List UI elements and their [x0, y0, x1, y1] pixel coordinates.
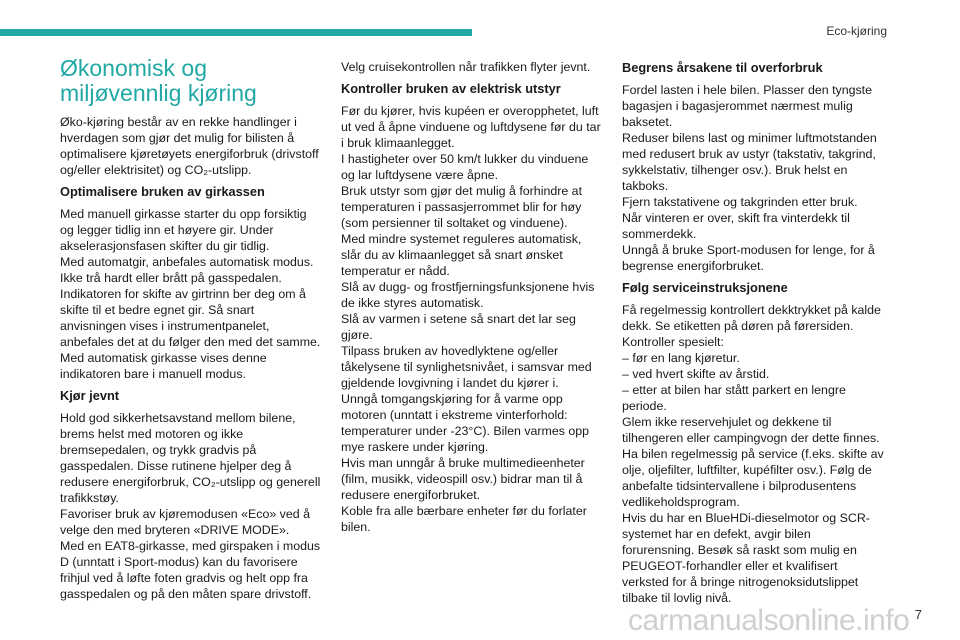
heading-drive-smoothly: Kjør jevnt [60, 388, 120, 403]
overconsumption-paragraph: Fordel lasten i hele bilen. Plasser den tyngste bagasjen i bagasjerommet nærmest mulig baksetet. Reduser bilens last og minimer luftmotstanden med redusert bruk av ustyr (takstativ, takgrind, sykkelstativ, tilhenger osv.). Bruk helst en takboks. Fjern takstativene og takgrinden etter bruk. Når vinteren er over, skift fra vinterdekk til sommerdekk. Unngå å bruke Sport-modusen for lenge, for å begrense energiforbruket. [622, 83, 877, 273]
column-2 [341, 59, 603, 535]
gearbox-paragraph: Med manuell girkasse starter du opp forsiktig og legger tidlig inn et høyere gir. Under akselerasjonsfasen skifter du gir tidlig. Med automatgir, anbefales automatisk modus. Ikke trå hardt eller brått på gasspedalen. Indikatoren for skifte av girtrinn ber deg om å skifte til et bedre egnet gir. Så snart anvisningen vises i instrumentpanelet, anbefales det at du følger den med det samme. Med automatisk girkasse vises denne indikatoren bare i manuell modus. [60, 207, 321, 381]
service-paragraph: Få regelmessig kontrollert dekktrykket på kalde dekk. Se etiketten på døren på førersiden. Kontroller spesielt: – før en lang kjøretur. – ved hvert skifte av årstid. – etter at bilen har stått parkert en lengre periode. Glem ikke reservehjulet og dekkene til tilhengeren eller campingvogn der dette finnes. Ha bilen regelmessig på service (f.eks. skifte av olje, oljefilter, luftfilter, kupéfilter osv.). Følg de anbefalte tidsintervallene i bilprodusentens vedlikeholdsprogram. Hvis du har en BlueHDi-dieselmotor og SCR-systemet har en defekt, avgir bilen forurensning. Besøk så raskt som mulig en PEUGEOT-forhandler eller et kvalifisert verksted for å bringe nitrogenoksidutslippet tilbake til lovlig nivå. [622, 303, 884, 605]
heading-gearbox: Optimalisere bruken av girkassen [60, 184, 265, 199]
header-accent-bar [0, 29, 472, 36]
column-1 [60, 56, 322, 602]
cruise-control-paragraph: Velg cruisekontrollen når trafikken flyter jevnt. [341, 60, 591, 74]
heading-service: Følg serviceinstruksjonene [622, 280, 788, 295]
page-title: Økonomisk og miljøvennlig kjøring [60, 55, 257, 106]
electrical-paragraph: Før du kjører, hvis kupéen er overopphetet, luft ut ved å åpne vinduene og luftdysene før du tar i bruk klimaanlegget. I hastigheter over 50 km/t lukker du vinduene og lar luftdysene være åpne. Bruk utstyr som gjør det mulig å forhindre at temperaturen i passasjerrommet blir for høy (som persienner til soltaket og vinduene). Med mindre systemet reguleres automatisk, slår du av klimaanlegget så snart ønsket temperatur er nådd. Slå av dugg- og frostfjerningsfunksjonene hvis de ikke styres automatisk. Slå av varmen i setene så snart det lar seg gjøre. Tilpass bruken av hovedlyktene og/eller tåkelysene til synlighetsnivået, i samsvar med gjeldende lovgivning i landet du kjører i. Unngå tomgangskjøring for å varme opp motoren (unntatt i ekstreme vinterforhold: temperaturer under -23°C). Bilen varmes opp mye raskere under kjøring. Hvis man unngår å bruke multimedieenheter (film, musikk, videospill osv.) bidrar man til å redusere energiforbruket. Koble fra alle bærbare enheter før du forlater bilen. [341, 104, 601, 534]
section-title: Eco-kjøring [826, 24, 887, 38]
drive-smoothly-paragraph: Hold god sikkerhetsavstand mellom bilene, brems helst med motoren og ikke bremsepedalen, og trykk gradvis på gasspedalen. Disse rutinene hjelper deg å redusere energiforbruk, CO₂-utslipp og generell trafikkstøy. Favoriser bruk av kjøremodusen «Eco» ved å velge den med bryteren «DRIVE MODE». Med en EAT8-girkasse, med girspaken i modus D (unntatt i Sport-modus) kan du favorisere frihjul ved å løfte foten gradvis og helt opp fra gasspedalen og på den måten spare drivstoff. [60, 411, 321, 601]
column-3 [622, 56, 884, 606]
intro-paragraph: Øko-kjøring består av en rekke handlinger i hverdagen som gjør det mulig for bilisten å optimalisere kjøretøyets energiforbruk (drivstoff og/eller elektrisitet) og CO₂-utslipp. [60, 115, 319, 177]
heading-overconsumption: Begrens årsakene til overforbruk [622, 60, 823, 75]
watermark: carmanualsonline.info [628, 604, 910, 637]
page-number: 7 [914, 607, 922, 622]
heading-electrical: Kontroller bruken av elektrisk utstyr [341, 81, 561, 96]
